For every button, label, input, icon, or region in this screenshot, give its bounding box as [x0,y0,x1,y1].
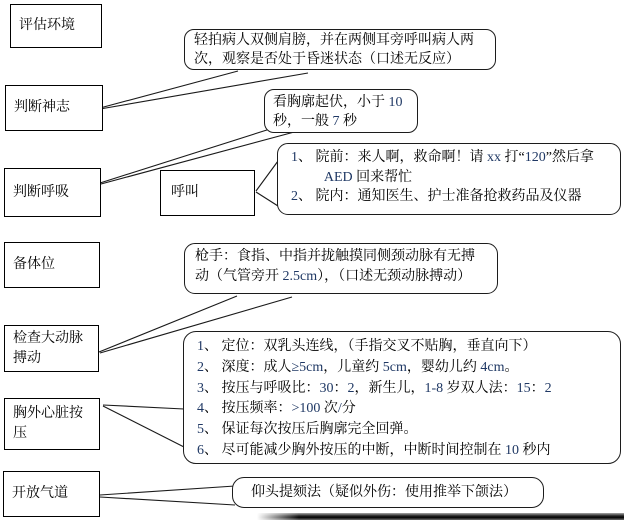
flow-box-check-carotid-pulse [4,325,99,372]
flow-box-chest-compression [4,398,100,450]
flow-box-label: 评估环境 [19,18,75,33]
flow-box-judge-consciousness [5,85,103,131]
flow-box-label: 胸外心脏按压 [13,406,83,441]
flow-box-assess-environment [10,4,102,48]
flow-box-judge-breathing [4,168,101,217]
callout-consciousness-note: 轻拍病人双侧肩膀，并在两侧耳旁呼叫病人两次，观察是否处于昏迷状态（口述无反应） [184,29,496,70]
tail-compression [103,405,184,447]
bottom-shadow-fade [257,512,299,522]
callout-airway-note: 仰头提颏法（疑似外伤：使用推举下颌法） [232,477,544,508]
flow-box-label: 呼叫 [171,185,199,200]
callout-call-note: 1、 院前：来人啊，救命啊！请 xx 打“120”然后拿 AED 回来帮忙 2、 院内：通知医生、护士准备抢救药品及仪器 [277,143,621,215]
tail-airway [100,486,235,505]
bottom-shadow-bar [257,513,624,520]
callout-pulse-note: 枪手：食指、中指并拢触摸同侧颈动脉有无搏动（气管旁开 2.5cm），（口述无颈动脉搏动） [184,243,498,294]
flow-box-label: 检查大动脉搏动 [13,330,83,366]
flow-box-open-airway [3,471,100,517]
flow-box-label: 判断呼吸 [13,184,69,200]
flow-box-call-for-help [160,170,255,216]
callout-breathing-note: 看胸廓起伏，小于 10 秒，一般 7 秒 [264,89,418,133]
callout-compression-note: 1、 定位：双乳头连线，（手指交叉不贴胸，垂直向下） 2、 深度：成人≥5cm，儿童约 5cm，婴幼儿约 4cm。 3、 按压与呼吸比：30：2，新生儿，1-8 岁双人法：15：2 4、 按压频率：>100 次/分 5、 保证每次按压后胸廓完全回弹。 6、 尽可能减少胸外按压的中断，中断时间控制在 10 秒内 [183,331,621,464]
flow-box-label: 判断神志 [14,100,70,115]
flow-box-prepare-position [4,242,100,288]
flow-box-label: 开放气道 [12,486,68,501]
flow-box-label: 备体位 [13,257,55,272]
tail-call [256,161,278,206]
